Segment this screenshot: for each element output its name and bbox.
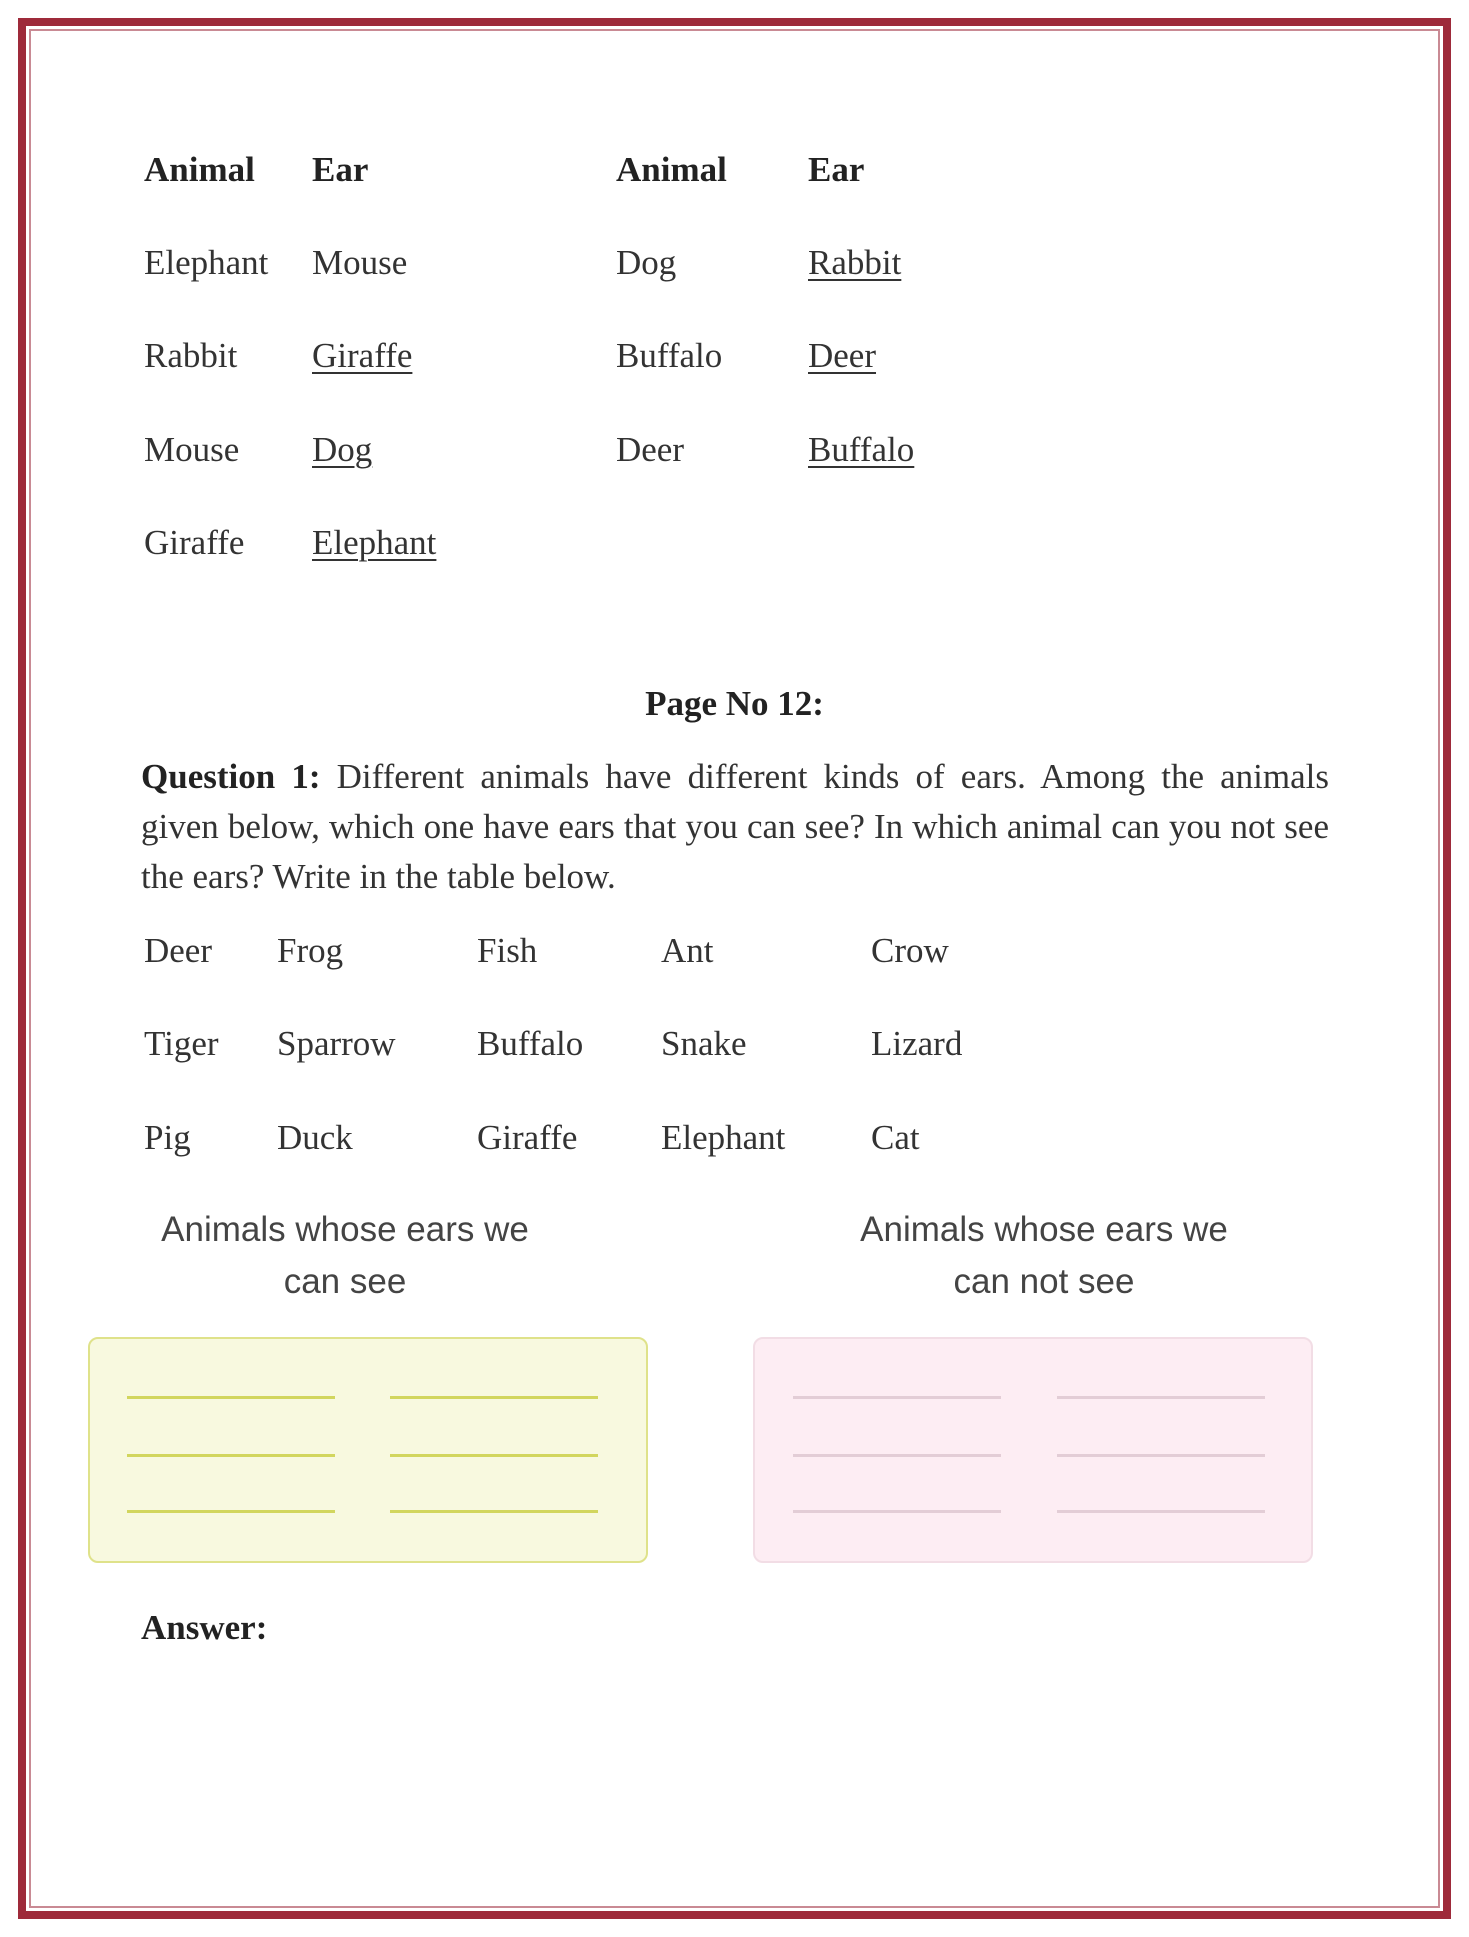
animal-word: Duck (277, 1118, 353, 1157)
answer-line[interactable] (127, 1396, 335, 1399)
question-label: Question 1: (141, 757, 321, 796)
answer-line[interactable] (793, 1396, 1001, 1399)
animal-word: Fish (477, 931, 538, 970)
animal-word: Snake (661, 1024, 747, 1063)
animal-word: Cat (871, 1118, 920, 1157)
visible-ears-box (88, 1337, 648, 1563)
answer-line[interactable] (127, 1454, 335, 1457)
animal-word: Deer (144, 931, 213, 970)
ear-cell: Deer (808, 336, 877, 375)
ear-cell: Elephant (312, 523, 437, 562)
animal-cell: Giraffe (144, 523, 245, 562)
question-text: Different animals have different kinds of ears. Among the animals given below, which one have ears that you can see? In which animal can you not see the ears? Write in the table below. (141, 757, 1329, 896)
animal-word: Elephant (661, 1118, 786, 1157)
animal-word: Tiger (144, 1024, 219, 1063)
answer-line[interactable] (1057, 1510, 1265, 1513)
animal-cell: Deer (616, 430, 685, 469)
answer-line[interactable] (390, 1510, 598, 1513)
ear-cell: Dog (312, 430, 373, 469)
header-animal-2: Animal (616, 150, 727, 189)
animal-word: Pig (144, 1118, 191, 1157)
animal-word: Buffalo (477, 1024, 584, 1063)
answer-line[interactable] (127, 1510, 335, 1513)
caption-line: Animals whose ears we (161, 1210, 529, 1249)
ear-cell: Buffalo (808, 430, 915, 469)
header-ear: Ear (312, 150, 369, 189)
animal-cell: Mouse (144, 430, 240, 469)
caption-visible-ears (85, 1204, 605, 1308)
animal-word: Sparrow (277, 1024, 396, 1063)
answer-line[interactable] (1057, 1396, 1265, 1399)
caption-line: can see (283, 1262, 407, 1301)
ear-cell: Rabbit (808, 243, 902, 282)
answer-line[interactable] (390, 1454, 598, 1457)
answer-line[interactable] (1057, 1454, 1265, 1457)
page-heading: Page No 12: (645, 684, 824, 723)
header-ear-2: Ear (808, 150, 865, 189)
caption-hidden-ears (784, 1204, 1304, 1308)
caption-line: Animals whose ears we (860, 1210, 1228, 1249)
animal-cell: Buffalo (616, 336, 723, 375)
animal-word: Lizard (871, 1024, 963, 1063)
question-1 (141, 752, 1329, 902)
answer-line[interactable] (793, 1454, 1001, 1457)
animal-word: Giraffe (477, 1118, 578, 1157)
animal-cell: Elephant (144, 243, 269, 282)
answer-label: Answer: (141, 1608, 268, 1647)
ear-cell: Giraffe (312, 336, 413, 375)
animal-word: Ant (661, 931, 714, 970)
animal-word: Crow (871, 931, 949, 970)
animal-cell: Rabbit (144, 336, 238, 375)
answer-line[interactable] (793, 1510, 1001, 1513)
animal-word: Frog (277, 931, 344, 970)
animal-cell: Dog (616, 243, 677, 282)
answer-line[interactable] (390, 1396, 598, 1399)
ear-cell: Mouse (312, 243, 408, 282)
hidden-ears-box (753, 1337, 1313, 1563)
caption-line: can not see (953, 1262, 1135, 1301)
header-animal: Animal (144, 150, 255, 189)
